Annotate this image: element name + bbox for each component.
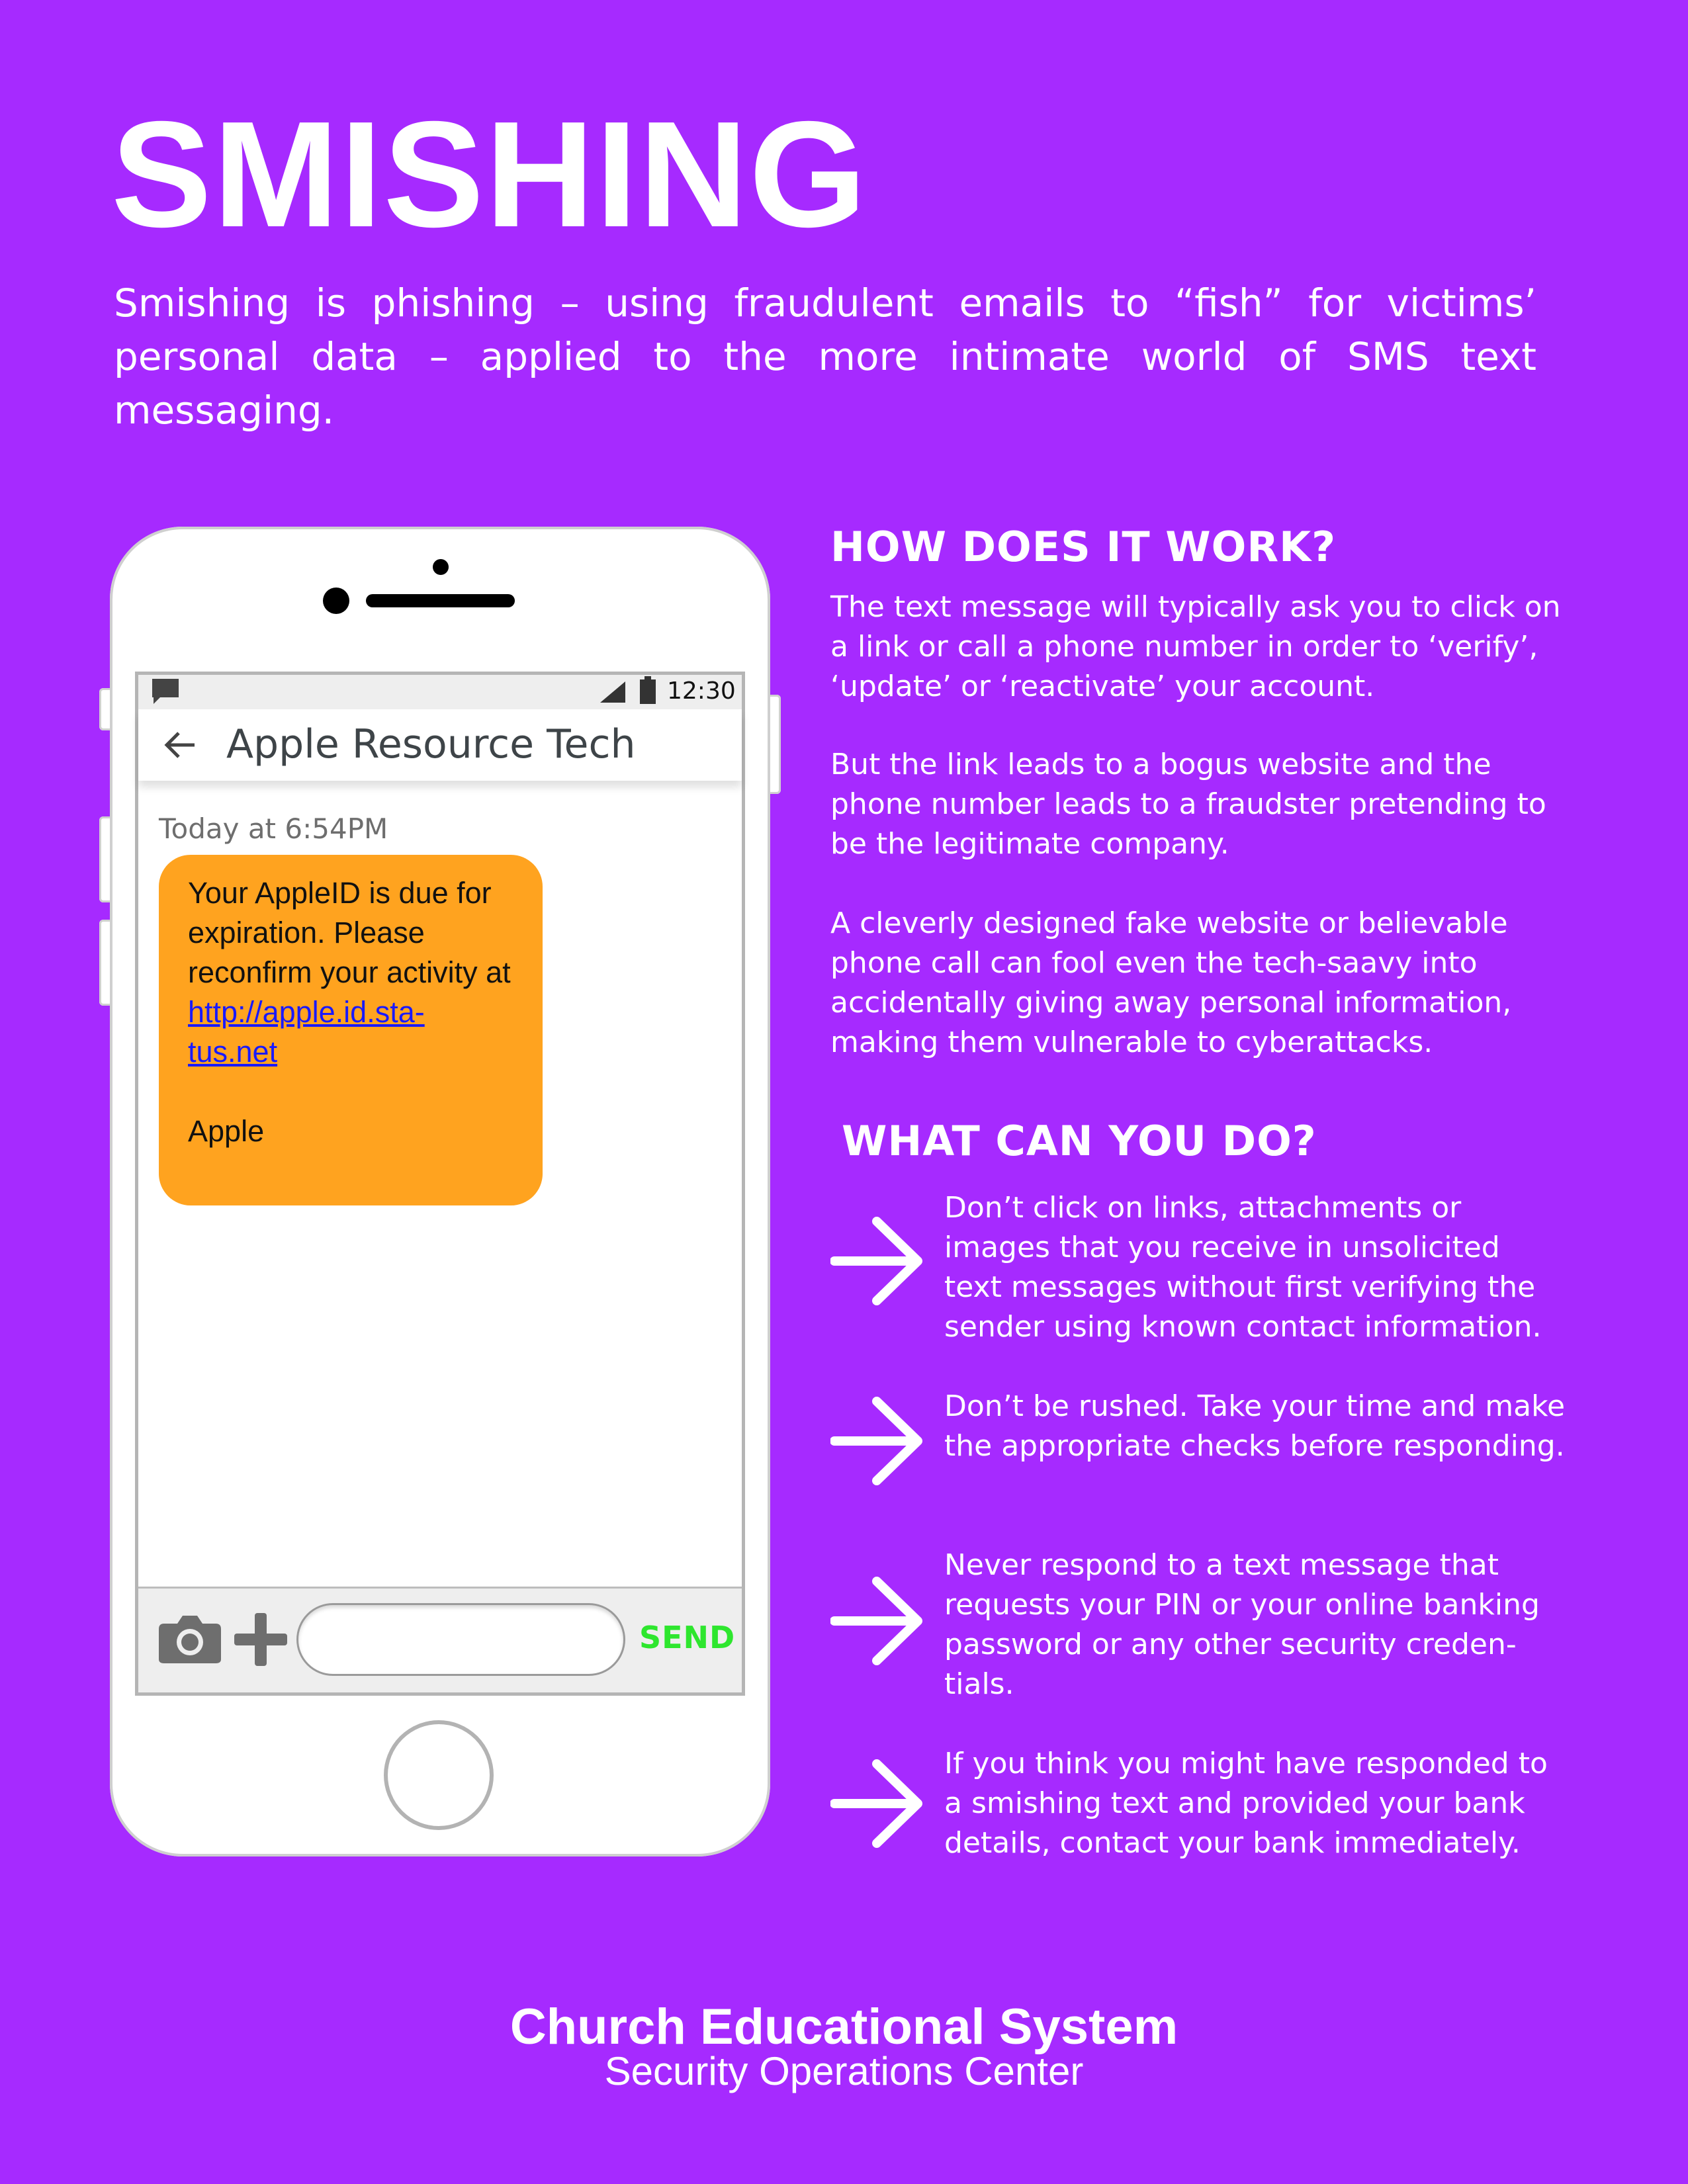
what-heading: WHAT CAN YOU DO? bbox=[842, 1117, 1317, 1165]
tip-2: Don’t be rushed. Take your time and make the appropriate checks before responding. bbox=[944, 1389, 1566, 1463]
message-input[interactable] bbox=[296, 1603, 625, 1676]
message-timestamp: Today at 6:54PM bbox=[159, 812, 388, 845]
back-arrow-icon[interactable] bbox=[164, 730, 196, 760]
how-paragraph-3: A cleverly designed fake website or believable phone call can fool even the tech-saavy into accidentally giving away personal information, making them vulnerable to cyberattacks. bbox=[830, 906, 1512, 1059]
phishing-link-line1: http://apple.id.sta- bbox=[188, 995, 425, 1029]
tip-4: If you think you might have responded to a smishing text and provided your bank details, contact your bank immediately. bbox=[944, 1747, 1548, 1860]
arrow-right-icon bbox=[830, 1575, 926, 1667]
how-paragraph-2: But the link leads to a bogus website and the phone number leads to a fraudster pretending to be the legitimate company. bbox=[830, 748, 1546, 861]
message-signature: Apple bbox=[188, 1114, 265, 1148]
message-body: Your AppleID is due for expiration. Please reconfirm your activity at bbox=[188, 876, 511, 989]
arrow-right-icon bbox=[830, 1215, 926, 1307]
footer-unit: Security Operations Center bbox=[604, 2049, 1084, 2093]
tip-3: Never respond to a text message that requests your PIN or your online banking password or any other security creden-tials. bbox=[944, 1548, 1540, 1701]
phone-home-button bbox=[384, 1720, 494, 1830]
page-title: SMISHING bbox=[111, 91, 868, 259]
phishing-link-line2: tus.net bbox=[188, 1035, 278, 1069]
status-time: 12:30 bbox=[667, 677, 736, 705]
battery-icon bbox=[639, 676, 656, 704]
tip-1: Don’t click on links, attachments or images that you receive in unsolicited text messages without first verifying the sender using known contact information. bbox=[944, 1191, 1542, 1344]
plus-icon[interactable] bbox=[233, 1612, 289, 1667]
message-text bbox=[188, 873, 519, 1151]
phone-speaker bbox=[366, 594, 515, 607]
arrow-right-icon bbox=[830, 1395, 926, 1487]
how-heading: HOW DOES IT WORK? bbox=[830, 523, 1337, 571]
send-button[interactable]: SEND bbox=[639, 1620, 736, 1655]
chat-icon bbox=[151, 677, 180, 705]
contact-name: Apple Resource Tech bbox=[226, 721, 636, 767]
signal-icon bbox=[599, 680, 627, 704]
how-paragraph-1: The text message will typically ask you to click on a link or call a phone number in order to ‘verify’, ‘update’ or ‘reactivate’ your account. bbox=[830, 590, 1561, 703]
phone-camera-dot bbox=[323, 588, 349, 614]
phone-sensor-dot bbox=[433, 559, 449, 575]
arrow-right-icon bbox=[830, 1757, 926, 1850]
camera-icon[interactable] bbox=[157, 1612, 222, 1665]
footer-organization: Church Educational System bbox=[510, 1999, 1178, 2055]
intro-text: Smishing is phishing – using fraudulent emails to “fish” for victims’ personal data – applied to the more intimate world of SMS text messaging. bbox=[114, 281, 1536, 433]
phishing-link[interactable] bbox=[188, 995, 425, 1069]
